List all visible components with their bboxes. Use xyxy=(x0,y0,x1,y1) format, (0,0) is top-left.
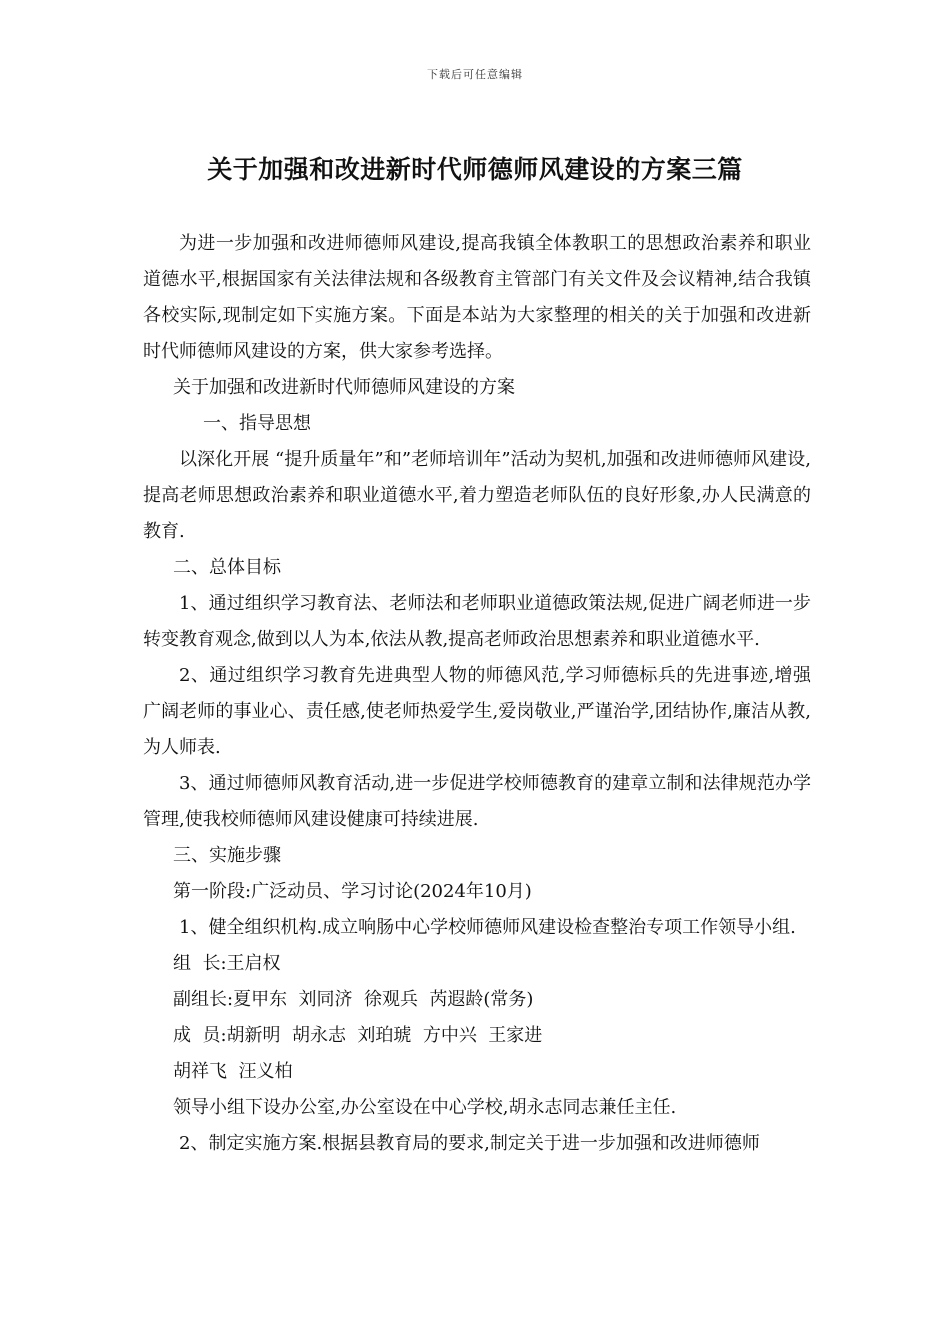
office-line: 领导小组下设办公室,办公室设在中心学校,胡永志同志兼任主任. xyxy=(173,1097,677,1118)
plan-subtitle: 关于加强和改进新时代师德师风建设的方案 xyxy=(173,377,515,398)
page-header: 下载后可任意编辑 xyxy=(427,68,523,81)
step2-text: 2、制定实施方案.根据县教育局的要求,制定关于进一步加强和改进师德师 xyxy=(179,1133,760,1154)
section2-item3: 3、通过师德师风教育活动,进一步促进学校师德教育的建章立制和法律规范办学管理,使我校师德师风建设健康可持续进展. xyxy=(143,773,811,830)
intro-paragraph: 为进一步加强和改进师德师风建设,提高我镇全体教职工的思想政治素养和职业道德水平,根据国家有关法律法规和各级教育主管部门有关文件及会议精神,结合我镇各校实际,现制定如下实施方案。下面是本站为大家整理的相关的关于加强和改进新时代师德师风建设的方案，供大家参考选择。 xyxy=(143,233,811,362)
document-title: 关于加强和改进新时代师德师风建设的方案三篇 xyxy=(207,155,743,184)
members-line-2: 胡祥飞 汪义柏 xyxy=(173,1061,293,1082)
section1-heading: 一、指导思想 xyxy=(203,413,311,434)
section1-text: 以深化开展 “提升质量年”和”老师培训年”活动为契机,加强和改进师德师风建设,提高老师思想政治素养和职业道德水平,着力塑造老师队伍的良好形象,办人民满意的教育. xyxy=(143,449,811,542)
members-line: 成 员:胡新明 胡永志 刘珀琥 方中兴 王家进 xyxy=(173,1025,543,1046)
section2-item1: 1、通过组织学习教育法、老师法和老师职业道德政策法规,促进广阔老师进一步转变教育观念,做到以人为本,依法从教,提高老师政治思想素养和职业道德水平. xyxy=(143,593,811,650)
document-body xyxy=(143,226,811,1162)
leader-line: 组 长:王启权 xyxy=(173,953,281,974)
section3-heading: 三、实施步骤 xyxy=(173,845,281,866)
section2-heading: 二、总体目标 xyxy=(173,557,281,578)
deputy-line: 副组长:夏甲东 刘同济 徐观兵 芮遐龄(常务) xyxy=(173,989,534,1010)
section2-item2: 2、通过组织学习教育先进典型人物的师德风范,学习师德标兵的先进事迹,增强广阔老师的事业心、责任感,使老师热爱学生,爱岗敬业,严谨治学,团结协作,廉洁从教,为人师表. xyxy=(143,665,811,758)
step1-text: 1、健全组织机构.成立响肠中心学校师德师风建设检查整治专项工作领导小组. xyxy=(179,917,796,938)
phase1-heading: 第一阶段:广泛动员、学习讨论(2024年10月) xyxy=(173,881,532,902)
